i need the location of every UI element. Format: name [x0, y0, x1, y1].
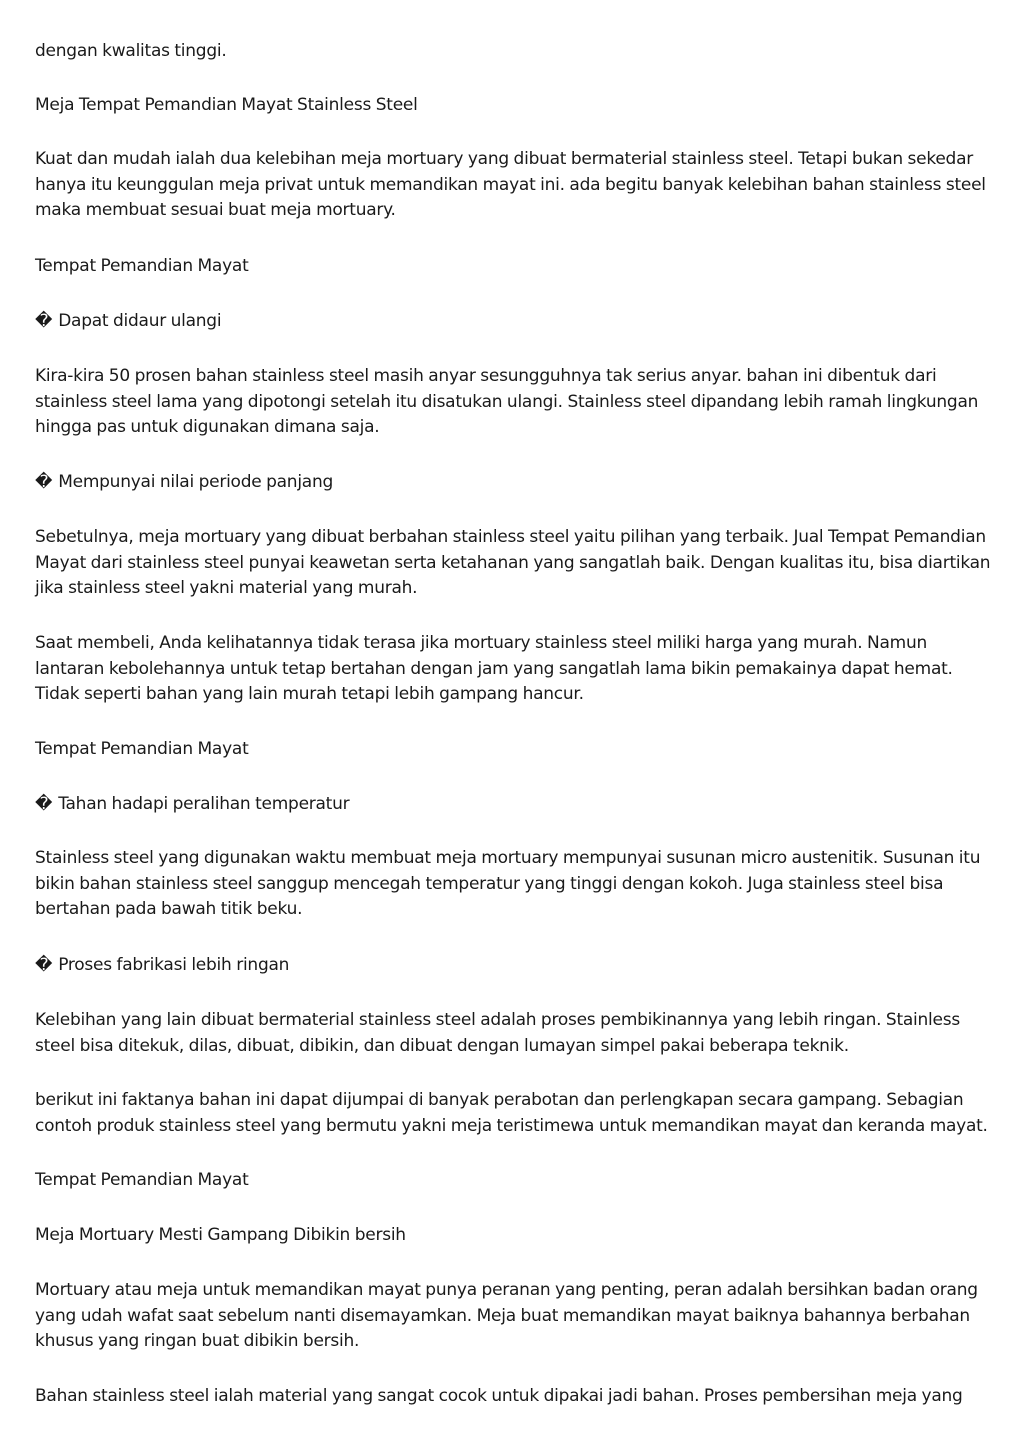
section-heading: Tempat Pemandian Mayat — [35, 739, 249, 759]
paragraph: Sebetulnya, meja mortuary yang dibuat berbahan stainless steel yaitu pilihan yang terbaik. Jual Tempat Pemandian Mayat dari stainless steel punyai keawetan serta ketahanan yang sangatlah baik. Dengan kualitas itu, bisa diartikan jika stainless steel yakni material yang murah. — [35, 527, 991, 598]
paragraph: Mortuary atau meja untuk memandikan mayat punya peranan yang penting, peran adalah bersihkan badan orang yang udah wafat saat sebelum nanti disemayamkan. Meja buat memandikan mayat baiknya bahannya berbahan khusus yang ringan buat dibikin bersih. — [35, 1280, 978, 1351]
bullet-text: Dapat didaur ulangi — [58, 311, 222, 331]
paragraph: Kelebihan yang lain dibuat bermaterial stainless steel adalah proses pembikinannya yang lebih ringan. Stainless steel bisa ditekuk, dilas, dibuat, dibikin, dan dibuat dengan lumayan simpel pakai beberapa teknik. — [35, 1010, 960, 1056]
paragraph: Bahan stainless steel ialah material yang sangat cocok untuk dipakai jadi bahan. Proses pembersihan meja yang — [35, 1386, 963, 1406]
text-line: dengan kwalitas tinggi. — [35, 41, 227, 61]
bullet-text: Tahan hadapi peralihan temperatur — [58, 794, 350, 814]
paragraph: Stainless steel yang digunakan waktu membuat meja mortuary mempunyai susunan micro austenitik. Susunan itu bikin bahan stainless steel sanggup mencegah temperatur yang tinggi dengan kokoh. Juga stainless steel bisa bertahan pada bawah titik beku. — [35, 848, 981, 919]
section-heading: Meja Mortuary Mesti Gampang Dibikin bersih — [35, 1225, 406, 1245]
paragraph: Saat membeli, Anda kelihatannya tidak terasa jika mortuary stainless steel miliki harga yang murah. Namun lantaran kebolehannya untuk tetap bertahan dengan jam yang sangatlah lama bikin pemakainya dapat hemat. Tidak seperti bahan yang lain murah tetapi lebih gampang hancur. — [35, 633, 953, 704]
section-heading: Tempat Pemandian Mayat — [35, 1170, 249, 1190]
paragraph: Kuat dan mudah ialah dua kelebihan meja mortuary yang dibuat bermaterial stainless steel. Tetapi bukan sekedar hanya itu keunggulan meja privat untuk memandikan mayat ini. ada begitu banyak kelebihan bahan stainless steel maka membuat sesuai buat meja mortuary. — [35, 149, 986, 220]
missing-glyph-icon: � — [35, 794, 53, 814]
missing-glyph-icon: � — [35, 472, 53, 492]
bullet-item — [35, 792, 995, 818]
paragraph: berikut ini faktanya bahan ini dapat dijumpai di banyak perabotan dan perlengkapan secara gampang. Sebagian contoh produk stainless steel yang bermutu yakni meja teristimewa untuk memandikan mayat dan keranda mayat. — [35, 1090, 988, 1136]
bullet-item — [35, 309, 995, 335]
bullet-item — [35, 470, 995, 496]
section-heading: Tempat Pemandian Mayat — [35, 256, 249, 276]
missing-glyph-icon: � — [35, 955, 53, 975]
section-heading: Meja Tempat Pemandian Mayat Stainless Steel — [35, 95, 418, 115]
bullet-text: Proses fabrikasi lebih ringan — [58, 955, 290, 975]
paragraph: Kira-kira 50 prosen bahan stainless steel masih anyar sesungguhnya tak serius anyar. bahan ini dibentuk dari stainless steel lama yang dipotongi setelah itu disatukan ulangi. Stainless steel dipandang lebih ramah lingkungan hingga pas untuk digunakan dimana saja. — [35, 366, 979, 437]
missing-glyph-icon: � — [35, 311, 53, 331]
bullet-item — [35, 953, 995, 979]
bullet-text: Mempunyai nilai periode panjang — [58, 472, 334, 492]
